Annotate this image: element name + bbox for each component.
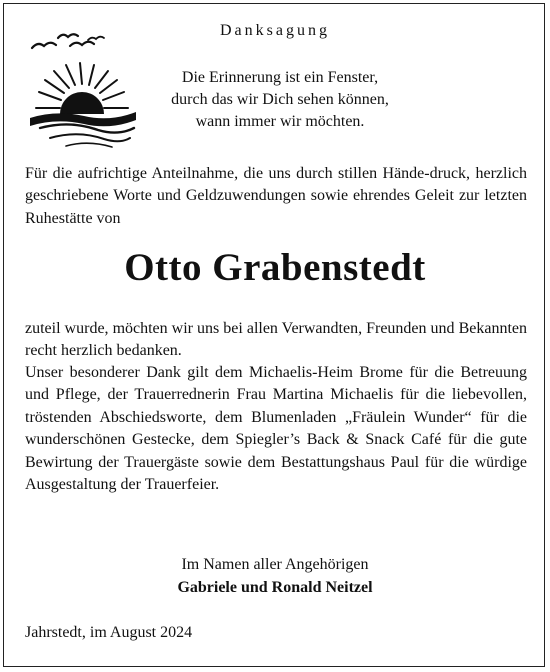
- place-date: Jahrstedt, im August 2024: [25, 624, 193, 641]
- page-title: Danksagung: [220, 22, 330, 39]
- signers: Gabriele und Ronald Neitzel: [177, 579, 373, 596]
- special-thanks-paragraph: Unser besonderer Dank gilt dem Michaelis-Heim Brome für die Betreuung und Pflege, der Trauerrednerin Frau Martina Michaelis für die liebevollen, tröstenden Abschiedsworte, dem Blumenladen „Fräulein Wunder“ für die wunderschönen Gestecke, dem Spiegler’s Back & Snack Café für die gute Bewirtung der Trauergäste sowie dem Bestattungshaus Paul für die würdige Ausgestaltung der Trauerfeier.: [25, 364, 527, 494]
- closing-block: [0, 553, 550, 599]
- quote-line: Die Erinnerung ist ein Fenster,: [181, 69, 379, 86]
- memorial-quote: [130, 67, 430, 133]
- thanks-paragraph: zuteil wurde, möchten wir uns bei allen Verwandten, Freunden und Bekannten recht herzlich bedanken.: [25, 320, 527, 360]
- quote-line: wann immer wir möchten.: [195, 113, 365, 130]
- sunset-seagulls-icon: [26, 26, 142, 156]
- deceased-name: Otto Grabenstedt: [124, 246, 426, 289]
- closing-line: Im Namen aller Angehörigen: [181, 556, 369, 573]
- intro-paragraph: Für die aufrichtige Anteilnahme, die uns durch stillen Hände-druck, herzlich geschriebene Worte und Geldzuwendungen sowie ehrendes Geleit zur letzten Ruhestätte von: [25, 165, 527, 227]
- quote-line: durch das wir Dich sehen können,: [171, 91, 389, 108]
